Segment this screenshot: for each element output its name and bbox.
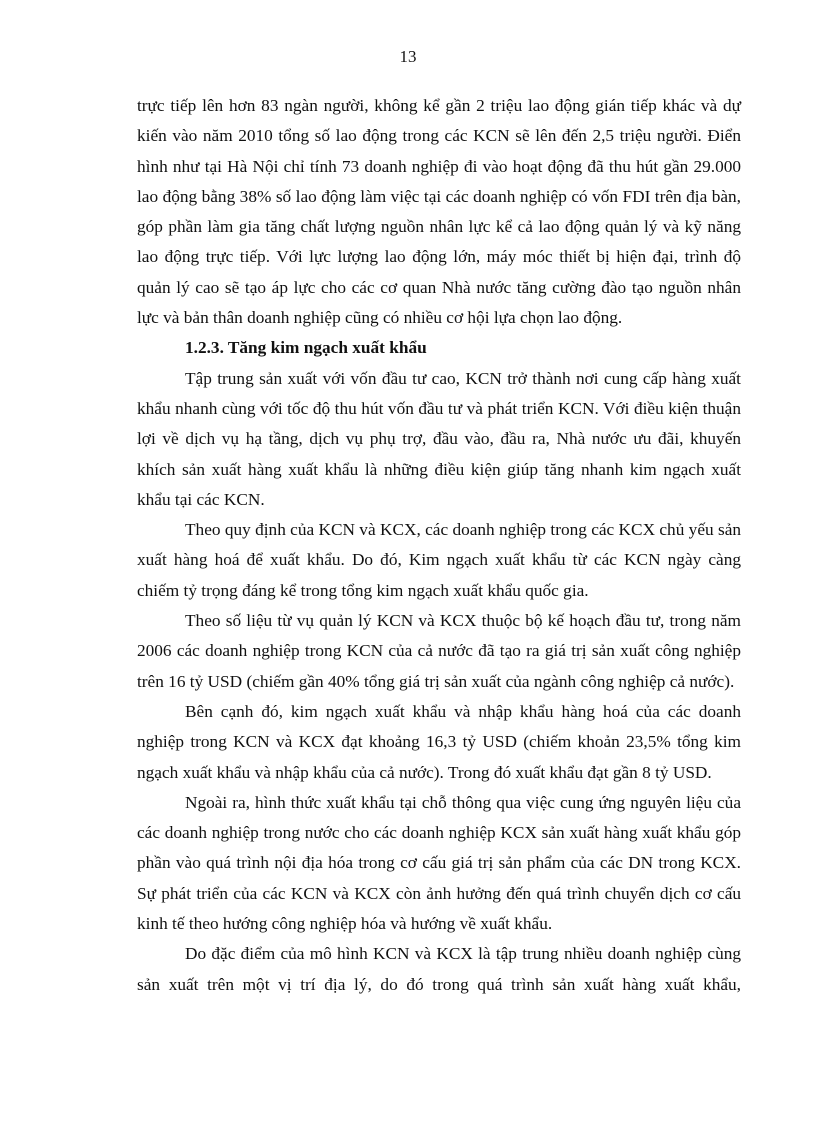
- page-number: 13: [399, 47, 417, 66]
- paragraph-continues: Do đặc điểm của mô hình KCN và KCX là tập trung nhiều doanh nghiệp cùng sản xuất trên một vị trí địa lý, do đó trong quá trình sản xuất hàng xuất khẩu,: [137, 944, 741, 994]
- section-heading: 1.2.3. Tăng kim ngạch xuất khẩu: [185, 338, 427, 358]
- paragraph: Ngoài ra, hình thức xuất khẩu tại chỗ thông qua việc cung ứng nguyên liệu của các doanh nghiệp trong nước cho các doanh nghiệp KCX sản xuất hàng xuất khẩu góp phần vào quá trình nội địa hóa trong cơ cấu giá trị sản phẩm của các DN trong KCX. Sự phát triển của các KCN và KCX còn ảnh hưởng đến quá trình chuyển dịch cơ cấu kinh tế theo hướng công nghiệp hóa và hướng về xuất khẩu.: [137, 792, 741, 934]
- paragraph-continuation: trực tiếp lên hơn 83 ngàn người, không kể gần 2 triệu lao động gián tiếp khác và dự kiến vào năm 2010 tổng số lao động trong các KCN sẽ lên đến 2,5 triệu người. Điển hình như tại Hà Nội chỉ tính 73 doanh nghiệp đi vào hoạt động đã thu hút gần 29.000 lao động bằng 38% số lao động làm việc tại các doanh nghiệp có vốn FDI trên địa bàn, góp phần làm gia tăng chất lượng nguồn nhân lực kể cả lao động quản lý và kỹ năng lao động trực tiếp. Với lực lượng lao động lớn, máy móc thiết bị hiện đại, trình độ quản lý cao sẽ tạo áp lực cho các cơ quan Nhà nước tăng cường đào tạo nguồn nhân lực và bản thân doanh nghiệp cũng có nhiều cơ hội lựa chọn lao động.: [137, 96, 741, 328]
- document-body: [137, 91, 741, 1000]
- paragraph: Tập trung sản xuất với vốn đầu tư cao, KCN trở thành nơi cung cấp hàng xuất khẩu nhanh cùng với tốc độ thu hút vốn đầu tư và phát triển KCN. Với điều kiện thuận lợi về dịch vụ hạ tầng, dịch vụ phụ trợ, đầu vào, đầu ra, Nhà nước ưu đãi, khuyến khích sản xuất hàng xuất khẩu là những điều kiện giúp tăng nhanh kim ngạch xuất khẩu tại các KCN.: [137, 368, 741, 509]
- paragraph: Theo quy định của KCN và KCX, các doanh nghiệp trong các KCX chủ yếu sản xuất hàng hoá để xuất khẩu. Do đó, Kim ngạch xuất khẩu từ các KCN ngày càng chiếm tỷ trọng đáng kể trong tổng kim ngạch xuất khẩu quốc gia.: [137, 520, 741, 600]
- paragraph: Bên cạnh đó, kim ngạch xuất khẩu và nhập khẩu hàng hoá của các doanh nghiệp trong KCN và KCX đạt khoảng 16,3 tỷ USD (chiếm khoản 23,5% tổng kim ngạch xuất khẩu và nhập khẩu của cả nước). Trong đó xuất khẩu đạt gần 8 tỷ USD.: [137, 701, 741, 782]
- paragraph: Theo số liệu từ vụ quản lý KCN và KCX thuộc bộ kế hoạch đầu tư, trong năm 2006 các doanh nghiệp trong KCN của cả nước đã tạo ra giá trị sản xuất công nghiệp trên 16 tỷ USD (chiếm gần 40% tổng giá trị sản xuất của ngành công nghiệp cả nước).: [137, 611, 741, 691]
